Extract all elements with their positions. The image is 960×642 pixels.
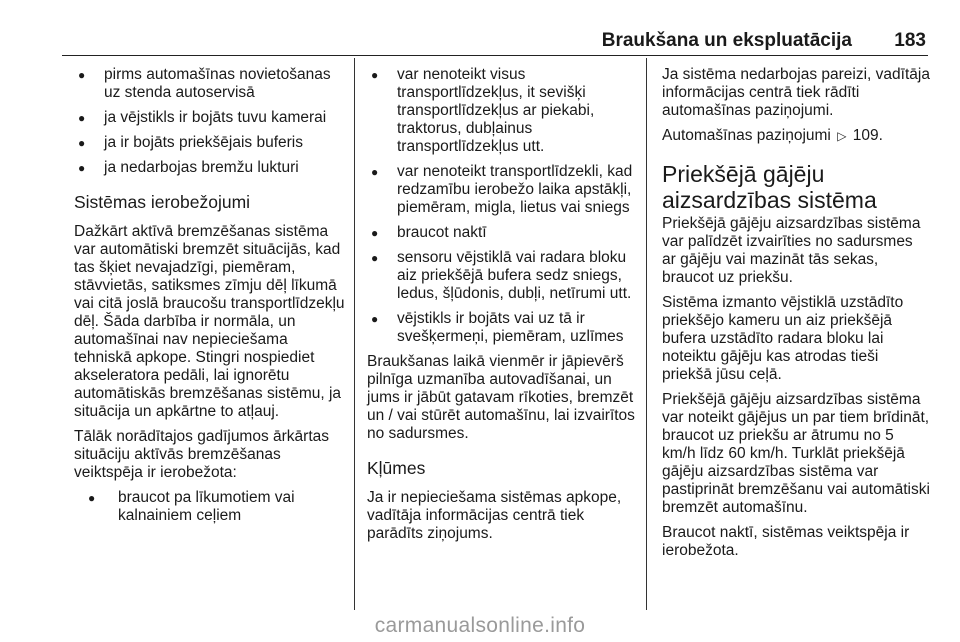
reference-label: Automašīnas paziņojumi [662,127,831,144]
paragraph: Dažkārt aktīvā bremzēšanas sistēma var automātiski bremzēt situācijās, kad tas šķiet nevajadzīgi, piemēram, stāvvietās, satiksmes zīmju dēļ līkumā vai citā joslā braucošu transportlīdzekļu dēļ. Šāda darbība ir normāla, un automašīnai nav nepieciešama tehniskā apkope. Stingri nospiediet akseleratora pedāli, lai ignorētu automātiskās bremzēšanas sistēmu, ja situācija un apkārtne to atļauj. [74,223,345,420]
section-heading: Kļūmes [367,458,426,478]
page-header [0,0,960,62]
column-divider-1 [354,58,355,610]
paragraph: Priekšējā gājēju aizsardzības sistēma var noteikt gājējus un par tiem brīdināt, braucot uz priekšu ar ātrumu no 5 km/h līdz 60 km/h. Turklāt priekšējā gājēju aizsardzības sistēma var pastiprināt bremzēšanu vai automātiski bremzēt automašīnu. [662,391,930,516]
header-rule [62,55,928,56]
paragraph: Tālāk norādītajos gadījumos ārkārtas situāciju aktīvās bremzēšanas veiktspēja ir ierobežota: [74,428,330,481]
bullet-list [74,66,346,177]
paragraph: Ja sistēma nedarbojas pareizi, vadītāja informācijas centrā tiek rādīti automašīnas paziņojumi. [662,66,930,119]
column-2 [367,66,637,550]
paragraph: Sistēma izmanto vējstiklā uzstādīto priekšējo kameru un aiz priekšējā bufera uzstādīto radara bloku lai noteiktu gājēju kas atrodas tieši priekšā jūsu ceļā. [662,294,904,383]
reference-page: 109. [852,127,883,144]
list-item: ● braucot naktī [367,224,637,242]
list-item: ● pirms automašīnas novietošanas uz stenda autoservisā [74,66,346,102]
section-heading: Sistēmas ierobežojumi [74,192,251,212]
column-3 [662,66,930,567]
paragraph: Ja ir nepieciešama sistēmas apkope, vadītāja informācijas centrā tiek parādīts ziņojums. [367,489,622,542]
bullet-list [367,66,637,346]
watermark: carmanualsonline.info [374,614,586,637]
list-item: ● sensoru vējstiklā vai radara bloku aiz priekšējā bufera sedz sniegs, ledus, šļūdonis, dubļi, netīrumi utt. [367,249,637,303]
list-item: ● braucot pa līkumotiem vai kalnainiem ceļiem [84,489,346,525]
list-item: ● ja vējstikls ir bojāts tuvu kamerai [74,109,346,127]
list-item: ● var nenoteikt visus transportlīdzekļus, it sevišķi transportlīdzekļus ar piekabi, traktorus, dubļainus transportlīdzekļus utt. [367,66,637,156]
list-item: ● var nenoteikt transportlīdzekli, kad redzamību ierobežo laika apstākļi, piemēram, migla, lietus vai sniegs [367,163,637,217]
page-reference-icon: ▷ [837,129,847,143]
page-number: 183 [894,30,926,51]
paragraph: Braucot naktī, sistēmas veiktspēja ir ierobežota. [662,524,910,559]
section-title: Braukšana un ekspluatācija [601,30,852,51]
cross-reference[interactable] [662,127,930,145]
list-item: ● ja ir bojāts priekšējais buferis [74,134,346,152]
list-item: ● vējstikls ir bojāts vai uz tā ir svešķermeņi, piemēram, uzlīmes [367,310,637,346]
sub-bullet-list [74,489,346,525]
paragraph: Priekšējā gājēju aizsardzības sistēma var palīdzēt izvairīties no sadursmes ar gājēju vai mazināt tās sekas, braucot uz priekšu. [662,215,921,286]
column-divider-2 [646,58,647,610]
section-heading-major: Priekšējā gājēju aizsardzības sistēma [662,161,877,213]
list-item: ● ja nedarbojas bremžu lukturi [74,159,346,177]
paragraph: Braukšanas laikā vienmēr ir jāpievērš pilnīga uzmanība autovadīšanai, un jums ir jābūt gatavam rīkoties, bremzēt un / vai stūrēt automašīnu, lai izvairītos no sadursmes. [367,353,635,442]
column-1 [74,66,346,532]
